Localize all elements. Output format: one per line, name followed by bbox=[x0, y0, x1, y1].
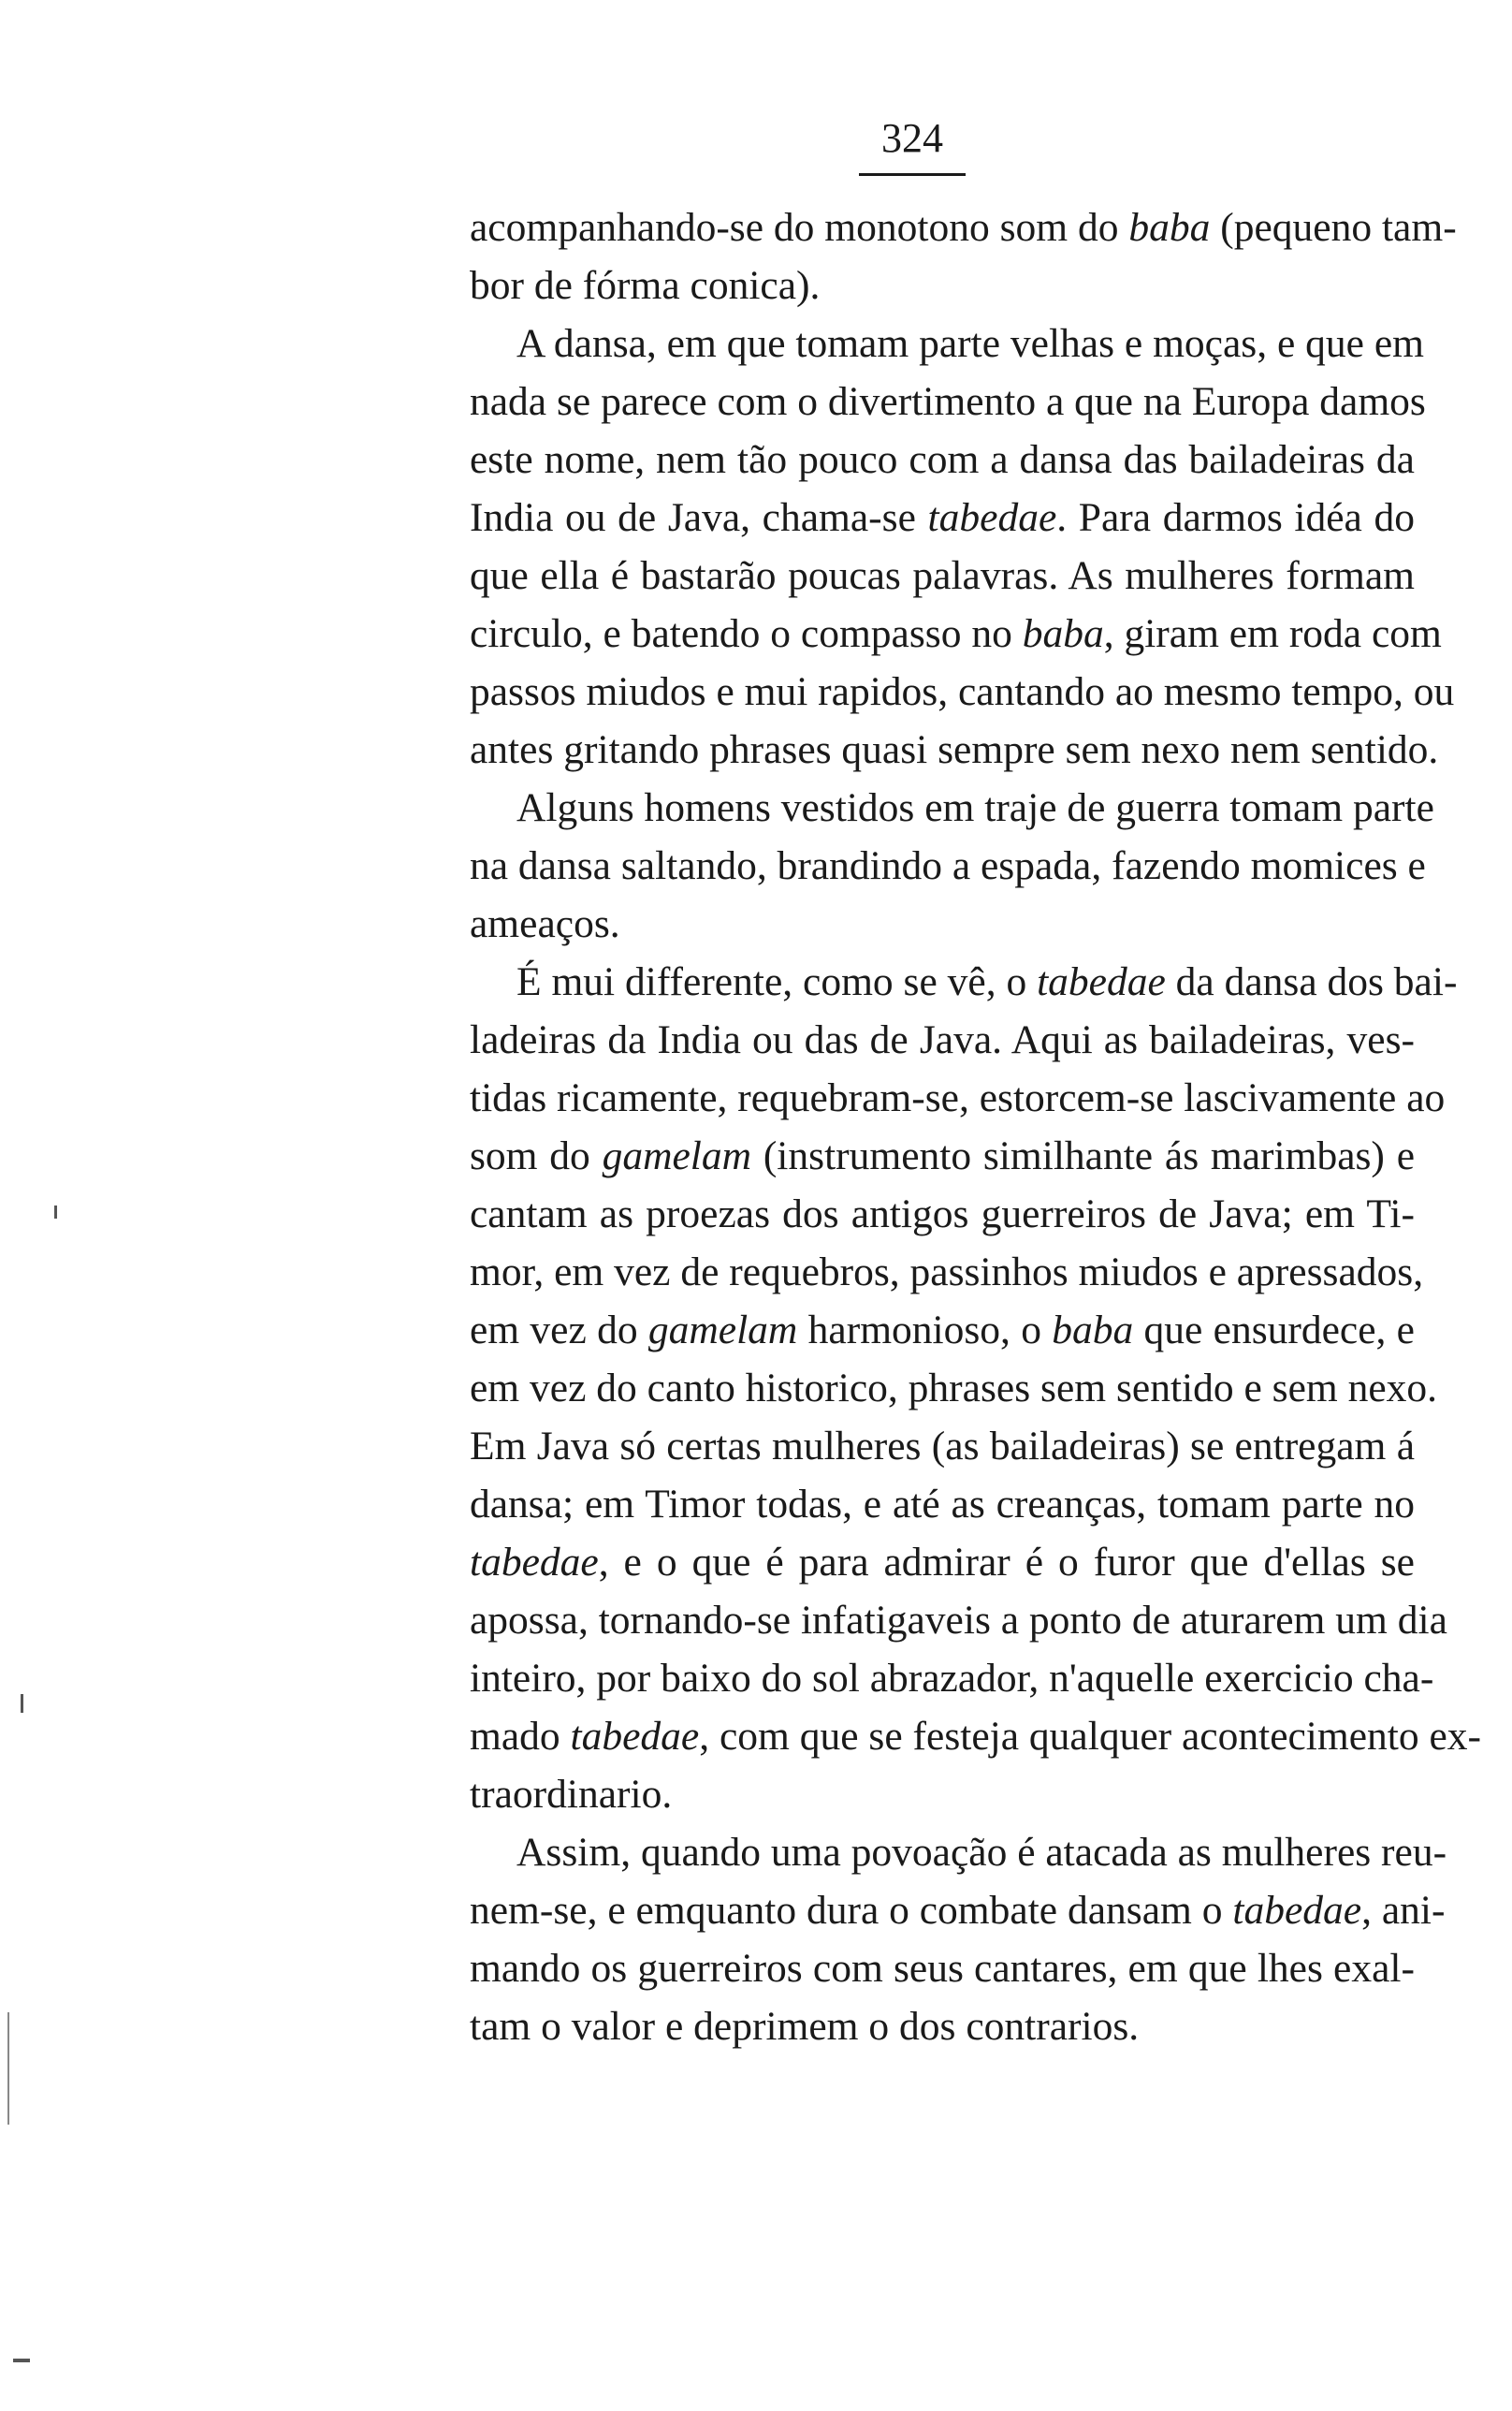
scan-artifact bbox=[7, 2012, 9, 2125]
text-line: mor, em vez de requebros, passinhos miudos e apressados, bbox=[470, 1249, 1424, 1294]
italic-term: gamelam bbox=[647, 1308, 798, 1352]
text-line: Em Java só certas mulheres (as bailadeiras) se entregam á bbox=[470, 1424, 1415, 1469]
text-line: traordinario. bbox=[470, 1772, 673, 1817]
text-line: Assim, quando uma povoação é atacada as mulheres reu- bbox=[516, 1830, 1447, 1875]
text-line: Alguns homens vestidos em traje de guerra tomam parte bbox=[516, 785, 1434, 830]
italic-term: baba bbox=[1052, 1308, 1134, 1352]
text-line: tidas ricamente, requebram-se, estorcem-se lascivamente ao bbox=[470, 1075, 1446, 1120]
text-line: mado tabedae, com que se festeja qualquer acontecimento ex- bbox=[470, 1714, 1482, 1759]
scan-artifact bbox=[13, 2359, 30, 2362]
italic-term: tabedae bbox=[570, 1714, 700, 1759]
scan-artifact bbox=[54, 1206, 57, 1219]
paragraph bbox=[423, 198, 1457, 314]
italic-term: gamelam bbox=[602, 1133, 752, 1178]
text-line: nada se parece com o divertimento a que na Europa damos bbox=[470, 379, 1426, 424]
text-line: que ella é bastarão poucas palavras. As mulheres formam bbox=[470, 553, 1415, 598]
text-line: em vez do canto historico, phrases sem sentido e sem nexo. bbox=[470, 1366, 1438, 1410]
text-line: dansa; em Timor todas, e até as creanças, tomam parte no bbox=[470, 1482, 1415, 1527]
text-line: ameaços. bbox=[470, 901, 620, 946]
text-line: apossa, tornando-se infatigaveis a ponto de aturarem um dia bbox=[470, 1598, 1447, 1643]
italic-term: tabedae bbox=[470, 1540, 599, 1585]
paragraph bbox=[423, 314, 1455, 779]
scan-artifact bbox=[21, 1694, 23, 1713]
paragraph bbox=[423, 779, 1434, 953]
text-line: É mui differente, como se vê, o tabedae da dansa dos bai- bbox=[516, 959, 1458, 1004]
page-number-rule bbox=[859, 173, 966, 176]
paragraph bbox=[423, 953, 1482, 1823]
text-line: tabedae, e o que é para admirar é o furor que d'ellas se bbox=[470, 1540, 1415, 1585]
text-line: em vez do gamelam harmonioso, o baba que ensurdece, e bbox=[470, 1308, 1415, 1352]
text-line: A dansa, em que tomam parte velhas e moças, e que em bbox=[516, 321, 1424, 366]
italic-term: tabedae bbox=[1232, 1888, 1362, 1933]
text-line: passos miudos e mui rapidos, cantando ao mesmo tempo, ou bbox=[470, 669, 1455, 714]
text-line: bor de fórma conica). bbox=[470, 263, 821, 308]
text-line: som do gamelam (instrumento similhante ás marimbas) e bbox=[470, 1133, 1415, 1178]
text-line: na dansa saltando, brandindo a espada, fazendo momices e bbox=[470, 843, 1426, 888]
text-line: nem-se, e emquanto dura o combate dansam o tabedae, ani- bbox=[470, 1888, 1446, 1933]
italic-term: baba bbox=[1022, 611, 1104, 656]
italic-term: baba bbox=[1128, 205, 1211, 250]
paragraph bbox=[423, 1823, 1447, 2055]
page-number: 324 bbox=[881, 115, 943, 161]
italic-term: tabedae bbox=[927, 495, 1057, 540]
body-text bbox=[423, 198, 1482, 2055]
text-line: acompanhando-se do monotono som do baba (pequeno tam- bbox=[470, 205, 1457, 250]
text-line: este nome, nem tão pouco com a dansa das bailadeiras da bbox=[470, 437, 1415, 482]
text-line: antes gritando phrases quasi sempre sem nexo nem sentido. bbox=[470, 727, 1439, 772]
text-line: mando os guerreiros com seus cantares, em que lhes exal- bbox=[470, 1946, 1415, 1991]
text-line: tam o valor e deprimem o dos contrarios. bbox=[470, 2004, 1140, 2049]
italic-term: tabedae bbox=[1037, 959, 1166, 1004]
text-line: inteiro, por baixo do sol abrazador, n'aquelle exercicio cha- bbox=[470, 1656, 1434, 1701]
text-line: circulo, e batendo o compasso no baba, giram em roda com bbox=[470, 611, 1442, 656]
text-line: India ou de Java, chama-se tabedae. Para darmos idéa do bbox=[470, 495, 1415, 540]
text-line: cantam as proezas dos antigos guerreiros de Java; em Ti- bbox=[470, 1191, 1415, 1236]
text-line: ladeiras da India ou das de Java. Aqui as bailadeiras, ves- bbox=[470, 1017, 1415, 1062]
